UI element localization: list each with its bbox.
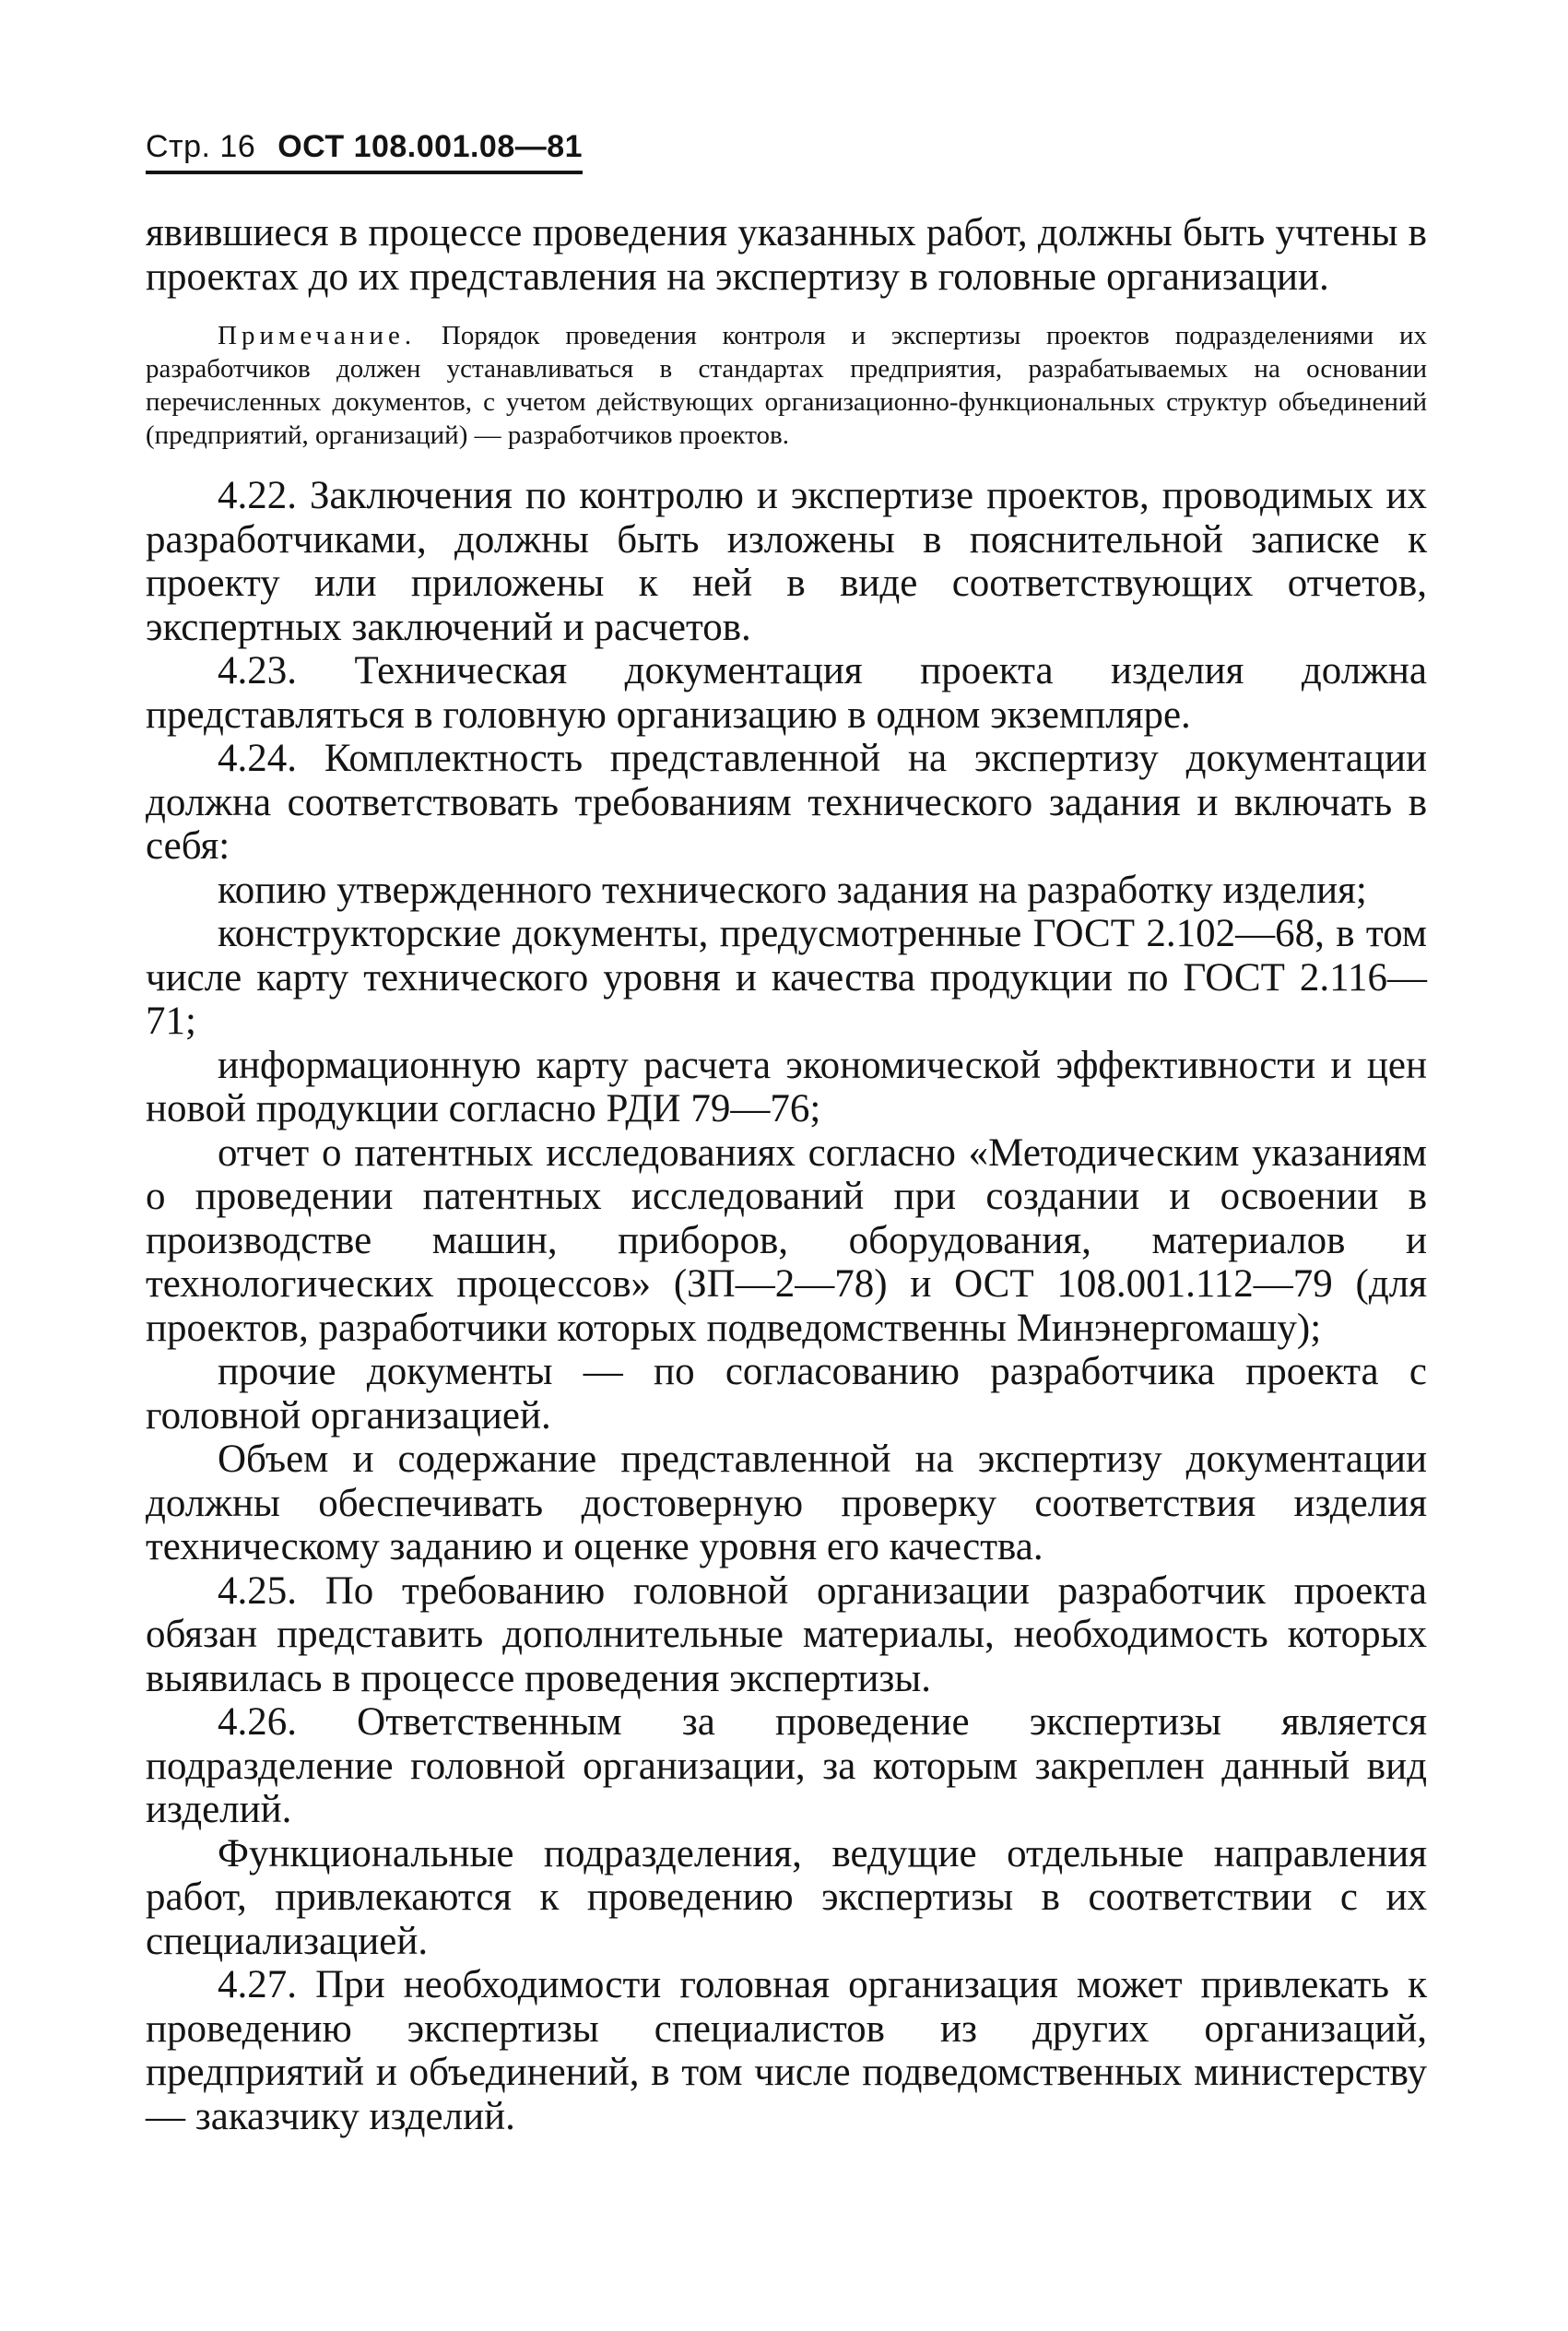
document-code: ОСТ 108.001.08—81: [277, 129, 584, 164]
paragraph-4-26: 4.26. Ответственным за проведение экспертизы является подразделение головной организации, за которым закреплен данный вид изделий.: [146, 1700, 1427, 1831]
list-item-patent-report: отчет о патентных исследованиях согласно «Методическим указаниям о проведении патентных исследований при создании и освоении в производстве машин, приборов, оборудования, материалов и технологических процессов» (ЗП—2—78) и ОСТ 108.001.112—79 (для проектов, разработчики которых подведомственны Минэнергомашу);: [146, 1130, 1427, 1350]
paragraph-4-22: 4.22. Заключения по контролю и экспертизе проектов, проводимых их разработчиками, должны быть изложены в пояснительной записке к проекту или приложены к ней в виде соответствующих отчетов, экспертных заключений и расчетов.: [146, 474, 1427, 649]
paragraph-4-24: 4.24. Комплектность представленной на экспертизу документации должна соответствовать требованиям технического задания и включать в себя:: [146, 737, 1427, 868]
page-header: [146, 129, 583, 174]
list-item-other-docs: прочие документы — по согласованию разработчика проекта с головной организацией.: [146, 1350, 1427, 1438]
intro-paragraph: явившиеся в процессе проведения указанных работ, должны быть учтены в проектах до их представления на экспертизу в головные организации.: [146, 211, 1427, 299]
paragraph-4-23: 4.23. Техническая документация проекта изделия должна представляться в головную организацию в одном экземпляре.: [146, 649, 1427, 737]
document-page: [146, 129, 1427, 2138]
note-text: Порядок проведения контроля и экспертизы проектов подразделениями их разработчиков должен устанавливаться в стандартах предприятия, разрабатываемых на основании перечисленных документов, с учетом действующих организационно-функциональных структур объединений (предприятий, организаций) — разработчиков проектов.: [146, 321, 1427, 450]
paragraph-4-25: 4.25. По требованию головной организации разработчик проекта обязан представить дополнительные материалы, необходимость которых выявилась в процессе проведения экспертизы.: [146, 1568, 1427, 1700]
paragraph-4-27: 4.27. При необходимости головная организация может привлекать к проведению экспертизы специалистов из других организаций, предприятий и объединений, в том числе подведомственных министерству — заказчику изделий.: [146, 1963, 1427, 2138]
list-item-info-card: информационную карту расчета экономической эффективности и цен новой продукции согласно РДИ 79—76;: [146, 1043, 1427, 1130]
paragraph-functional-units: Функциональные подразделения, ведущие отдельные направления работ, привлекаются к проведению экспертизы в соответствии с их специализацией.: [146, 1831, 1427, 1963]
page-number: Стр. 16: [146, 129, 256, 164]
note-label: Примечание.: [218, 321, 417, 350]
note: [146, 319, 1427, 452]
list-item-design-docs: конструкторские документы, предусмотренные ГОСТ 2.102—68, в том числе карту технического уровня и качества продукции по ГОСТ 2.116—71;: [146, 912, 1427, 1043]
paragraph-scope: Объем и содержание представленной на экспертизу документации должны обеспечивать достоверную проверку соответствия изделия техническому заданию и оценке уровня его качества.: [146, 1438, 1427, 1568]
list-item-tech-task: копию утвержденного технического задания на разработку изделия;: [218, 868, 1367, 912]
